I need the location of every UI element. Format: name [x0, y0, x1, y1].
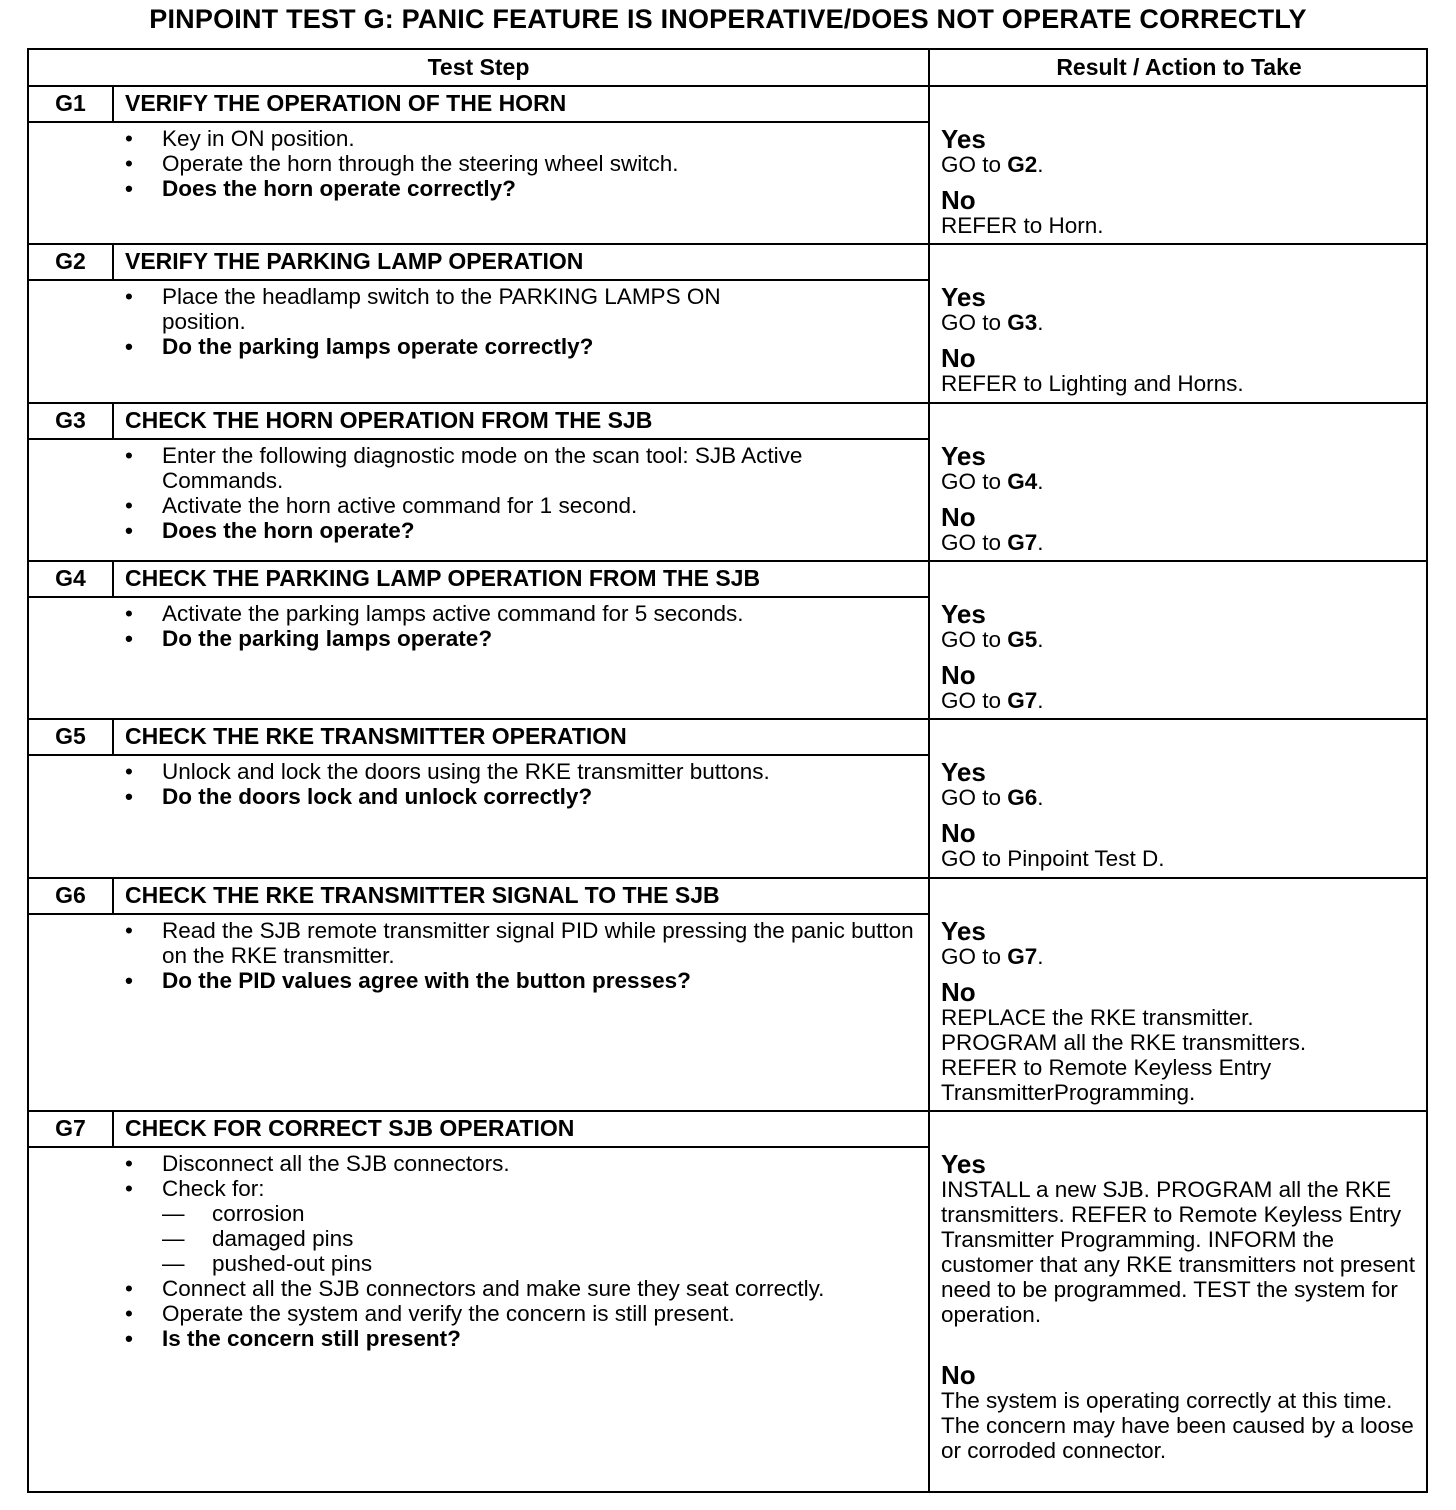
id-divider — [112, 245, 114, 279]
no-label: No — [941, 502, 976, 532]
step-instructions — [125, 759, 915, 809]
step-title: VERIFY THE PARKING LAMP OPERATION — [125, 248, 584, 274]
no-text: REFER to Lighting and Horns. — [941, 371, 1244, 396]
yes-text: GO to — [941, 152, 1008, 177]
yes-action — [941, 469, 1421, 494]
yes-step-ref: G2 — [1007, 152, 1038, 177]
yes-step-ref: G7 — [1007, 944, 1038, 969]
step-result — [941, 918, 1371, 1105]
list-item: • Disconnect all the SJB connectors. — [125, 1151, 825, 1176]
column-divider — [928, 50, 930, 1491]
no-label: No — [941, 185, 976, 215]
step-question: • Does the horn operate correctly? — [125, 176, 915, 201]
pinpoint-test-table — [27, 48, 1428, 1493]
step-title: CHECK THE HORN OPERATION FROM THE SJB — [125, 407, 653, 433]
yes-step-ref: G6 — [1007, 785, 1038, 810]
step-title: CHECK THE RKE TRANSMITTER OPERATION — [125, 723, 627, 749]
step-result — [941, 1151, 1419, 1463]
id-divider — [112, 879, 114, 913]
id-divider — [112, 1112, 114, 1146]
yes-text: GO to — [941, 627, 1008, 652]
id-divider — [112, 404, 114, 438]
step-instructions — [125, 443, 915, 543]
step-question: • Do the parking lamps operate correctly? — [125, 334, 775, 359]
step-id: G5 — [55, 723, 86, 749]
yes-suffix: . — [1037, 944, 1044, 969]
step-result — [941, 601, 1421, 713]
title-divider — [29, 438, 928, 440]
no-text: GO to — [941, 688, 1008, 713]
no-text: GO to — [941, 530, 1008, 555]
list-item: • Check for: — [125, 1176, 825, 1201]
yes-suffix: . — [1037, 152, 1044, 177]
header-test-step: Test Step — [427, 54, 530, 80]
step-question: • Do the doors lock and unlock correctly? — [125, 784, 915, 809]
no-text: GO to Pinpoint Test D. — [941, 846, 1165, 871]
yes-text: GO to — [941, 944, 1008, 969]
yes-action — [941, 627, 1421, 652]
step-result — [941, 284, 1421, 396]
title-divider — [29, 913, 928, 915]
list-item: • Read the SJB remote transmitter signal PID while pressing the panic button on the RKE transmitter. — [125, 918, 915, 968]
yes-suffix: . — [1037, 310, 1044, 335]
yes-label: Yes — [941, 1149, 986, 1179]
step-question: • Is the concern still present? — [125, 1326, 825, 1351]
title-divider — [29, 279, 928, 281]
no-step-ref: G7 — [1007, 688, 1038, 713]
title-divider — [29, 121, 928, 123]
step-id: G4 — [55, 565, 86, 591]
no-action — [941, 530, 1421, 555]
list-item: • Connect all the SJB connectors and make sure they seat correctly. — [125, 1276, 825, 1301]
yes-action — [941, 944, 1371, 969]
step-title: CHECK THE RKE TRANSMITTER SIGNAL TO THE SJB — [125, 882, 720, 908]
no-text: REPLACE the RKE transmitter. PROGRAM all the RKE transmitters. REFER to Remote Keyless Entry TransmitterProgramming. — [941, 1005, 1307, 1105]
step-result — [941, 759, 1421, 871]
step-title: CHECK FOR CORRECT SJB OPERATION — [125, 1115, 575, 1141]
step-id: G7 — [55, 1115, 86, 1141]
yes-suffix: . — [1037, 627, 1044, 652]
step-id: G6 — [55, 882, 86, 908]
step-instructions — [125, 126, 915, 201]
step-id: G1 — [55, 90, 86, 116]
no-label: No — [941, 660, 976, 690]
id-divider — [112, 562, 114, 596]
yes-step-ref: G4 — [1007, 469, 1038, 494]
yes-label: Yes — [941, 916, 986, 946]
list-item: • Unlock and lock the doors using the RKE transmitter buttons. — [125, 759, 915, 784]
no-label: No — [941, 343, 976, 373]
title-divider — [29, 754, 928, 756]
no-suffix: . — [1037, 688, 1044, 713]
step-result — [941, 443, 1421, 555]
no-action — [941, 846, 1421, 871]
yes-label: Yes — [941, 282, 986, 312]
step-id: G2 — [55, 248, 86, 274]
yes-action — [941, 310, 1421, 335]
yes-text: GO to — [941, 310, 1008, 335]
no-label: No — [941, 818, 976, 848]
step-question: • Does the horn operate? — [125, 518, 915, 543]
id-divider — [112, 87, 114, 121]
step-result — [941, 126, 1421, 238]
list-item: • Operate the system and verify the concern is still present. — [125, 1301, 825, 1326]
no-action: The system is operating correctly at this time. The concern may have been caused by a loose or corroded connector. — [941, 1388, 1414, 1463]
no-suffix: . — [1037, 530, 1044, 555]
step-id: G3 — [55, 407, 86, 433]
step-question: • Do the parking lamps operate? — [125, 626, 915, 651]
no-action — [941, 1005, 1371, 1105]
list-item: • Key in ON position. — [125, 126, 915, 151]
yes-suffix: . — [1037, 469, 1044, 494]
yes-text: GO to — [941, 469, 1008, 494]
list-item: • Activate the horn active command for 1 second. — [125, 493, 915, 518]
list-item: • Place the headlamp switch to the PARKING LAMPS ON position. — [125, 284, 775, 334]
list-item: • Activate the parking lamps active command for 5 seconds. — [125, 601, 915, 626]
header-result: Result / Action to Take — [1056, 54, 1302, 80]
yes-suffix: . — [1037, 785, 1044, 810]
sub-item: — corrosion — [125, 1201, 825, 1226]
page-title: PINPOINT TEST G: PANIC FEATURE IS INOPERATIVE/DOES NOT OPERATE CORRECTLY — [149, 4, 1307, 34]
no-action — [941, 688, 1421, 713]
id-divider — [112, 720, 114, 754]
yes-text: GO to — [941, 785, 1008, 810]
yes-action: INSTALL a new SJB. PROGRAM all the RKE transmitters. REFER to Remote Keyless Entry Transmitter Programming. INFORM the customer that any RKE transmitters not present need to be programmed. TEST the system for operation. — [941, 1177, 1415, 1327]
step-instructions — [125, 601, 915, 651]
step-title: VERIFY THE OPERATION OF THE HORN — [125, 90, 567, 116]
no-action — [941, 213, 1421, 238]
no-label: No — [941, 977, 976, 1007]
yes-label: Yes — [941, 599, 986, 629]
yes-step-ref: G5 — [1007, 627, 1038, 652]
no-text: REFER to Horn. — [941, 213, 1104, 238]
no-label: No — [941, 1360, 976, 1390]
sub-item: — pushed-out pins — [125, 1251, 825, 1276]
no-step-ref: G7 — [1007, 530, 1038, 555]
yes-step-ref: G3 — [1007, 310, 1038, 335]
title-divider — [29, 596, 928, 598]
yes-label: Yes — [941, 124, 986, 154]
step-instructions — [125, 918, 915, 993]
step-question: • Do the PID values agree with the button presses? — [125, 968, 915, 993]
yes-action — [941, 785, 1421, 810]
list-item: • Enter the following diagnostic mode on the scan tool: SJB Active Commands. — [125, 443, 915, 493]
list-item: • Operate the horn through the steering wheel switch. — [125, 151, 915, 176]
yes-action — [941, 152, 1421, 177]
sub-item: — damaged pins — [125, 1226, 825, 1251]
no-action — [941, 371, 1421, 396]
step-instructions — [125, 1151, 825, 1351]
yes-label: Yes — [941, 757, 986, 787]
title-divider — [29, 1146, 928, 1148]
step-title: CHECK THE PARKING LAMP OPERATION FROM THE SJB — [125, 565, 761, 591]
step-instructions — [125, 284, 775, 359]
yes-label: Yes — [941, 441, 986, 471]
